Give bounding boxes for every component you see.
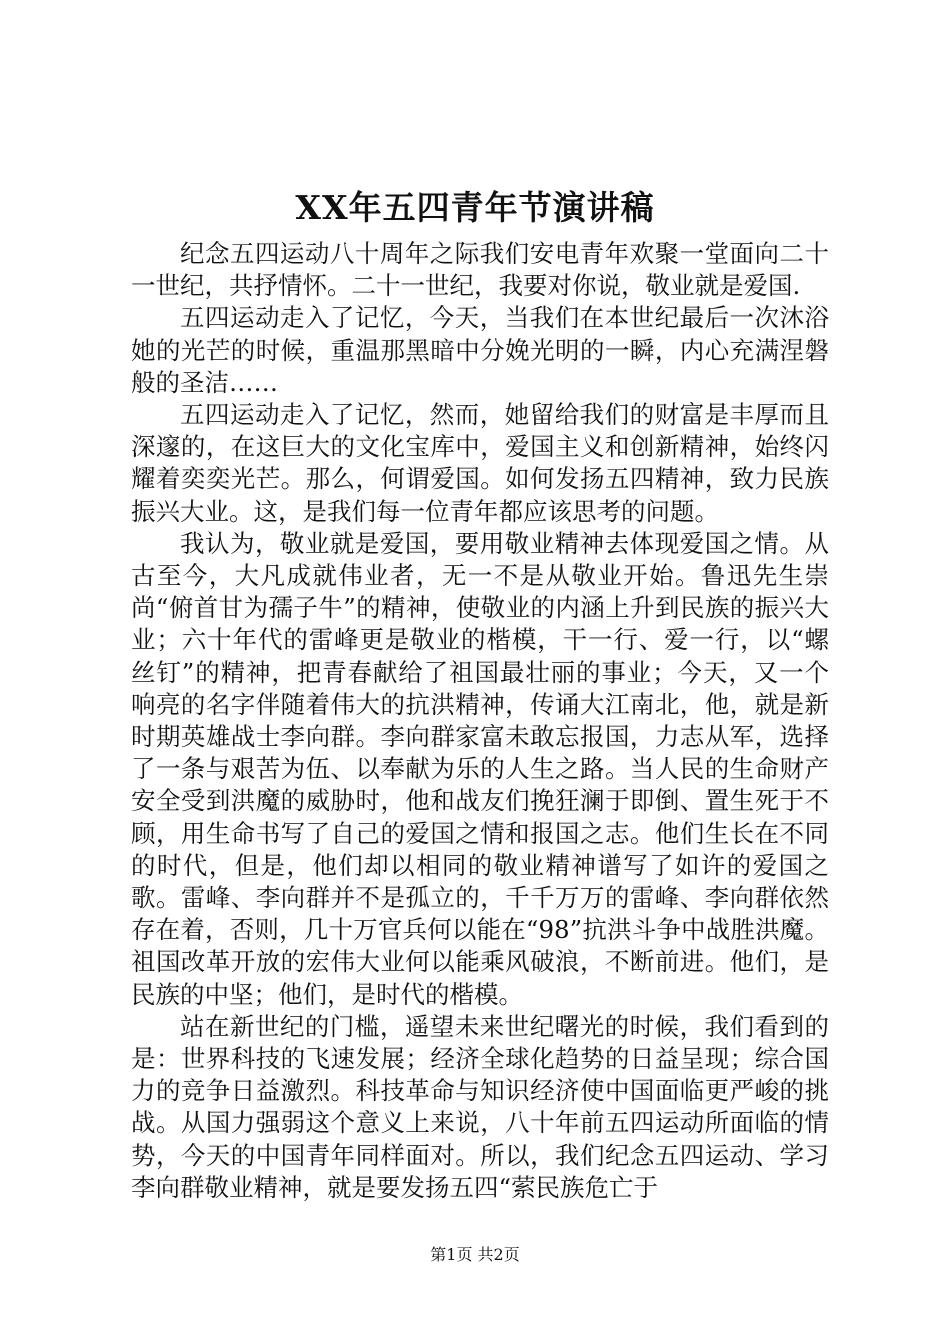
document-body (131, 238, 829, 1204)
paragraph: 五四运动走入了记忆，今天，当我们在本世纪最后一次沐浴她的光芒的时候，重温那黑暗中分娩光明的一瞬，内心充满涅磐般的圣洁…… (131, 303, 829, 397)
paragraph: 五四运动走入了记忆，然而，她留给我们的财富是丰厚而且深邃的，在这巨大的文化宝库中，爱国主义和创新精神，始终闪耀着奕奕光芒。那么，何谓爱国。如何发扬五四精神，致力民族振兴大业。这，是我们每一位青年都应该思考的问题。 (131, 400, 829, 526)
paragraph: 我认为，敬业就是爱国，要用敬业精神去体现爱国之情。从古至今，大凡成就伟业者，无一不是从敬业开始。鲁迅先生崇尚“俯首甘为孺子牛”的精神，使敬业的内涵上升到民族的振兴大业；六十年代的雷峰更是敬业的楷模，干一行、爱一行，以“螺丝钉”的精神，把青春献给了祖国最壮丽的事业；今天，又一个响亮的名字伴随着伟大的抗洪精神，传诵大江南北，他，就是新时期英雄战士李向群。李向群家富未敢忘报国，力志从军，选择了一条与艰苦为伍、以奉献为乐的人生之路。当人民的生命财产安全受到洪魔的威胁时，他和战友们挽狂澜于即倒、置生死于不顾，用生命书写了自己的爱国之情和报国之志。他们生长在不同的时代，但是，他们却以相同的敬业精神谱写了如许的爱国之歌。雷峰、李向群并不是孤立的，千千万万的雷峰、李向群依然存在着，否则，几十万官兵何以能在“98”抗洪斗争中战胜洪魔。祖国改革开放的宏伟大业何以能乘风破浪，不断前进。他们，是民族的中坚；他们，是时代的楷模。 (131, 528, 829, 1009)
page-number-footer: 第1页 共2页 (430, 1245, 520, 1264)
paragraph: 站在新世纪的门槛，遥望未来世纪曙光的时候，我们看到的是：世界科技的飞速发展；经济全球化趋势的日益呈现；综合国力的竞争日益激烈。科技革命与知识经济使中国面临更严峻的挑战。从国力强弱这个意义上来说，八十年前五四运动所面临的情势，今天的中国青年同样面对。所以，我们纪念五四运动、学习李向群敬业精神，就是要发扬五四“萦民族危亡于 (131, 1011, 829, 1202)
document-title: XX年五四青年节演讲稿 (295, 188, 655, 227)
paragraph: 纪念五四运动八十周年之际我们安电青年欢聚一堂面向二十一世纪，共抒情怀。二十一世纪，我要对你说，敬业就是爱国. (131, 239, 829, 301)
